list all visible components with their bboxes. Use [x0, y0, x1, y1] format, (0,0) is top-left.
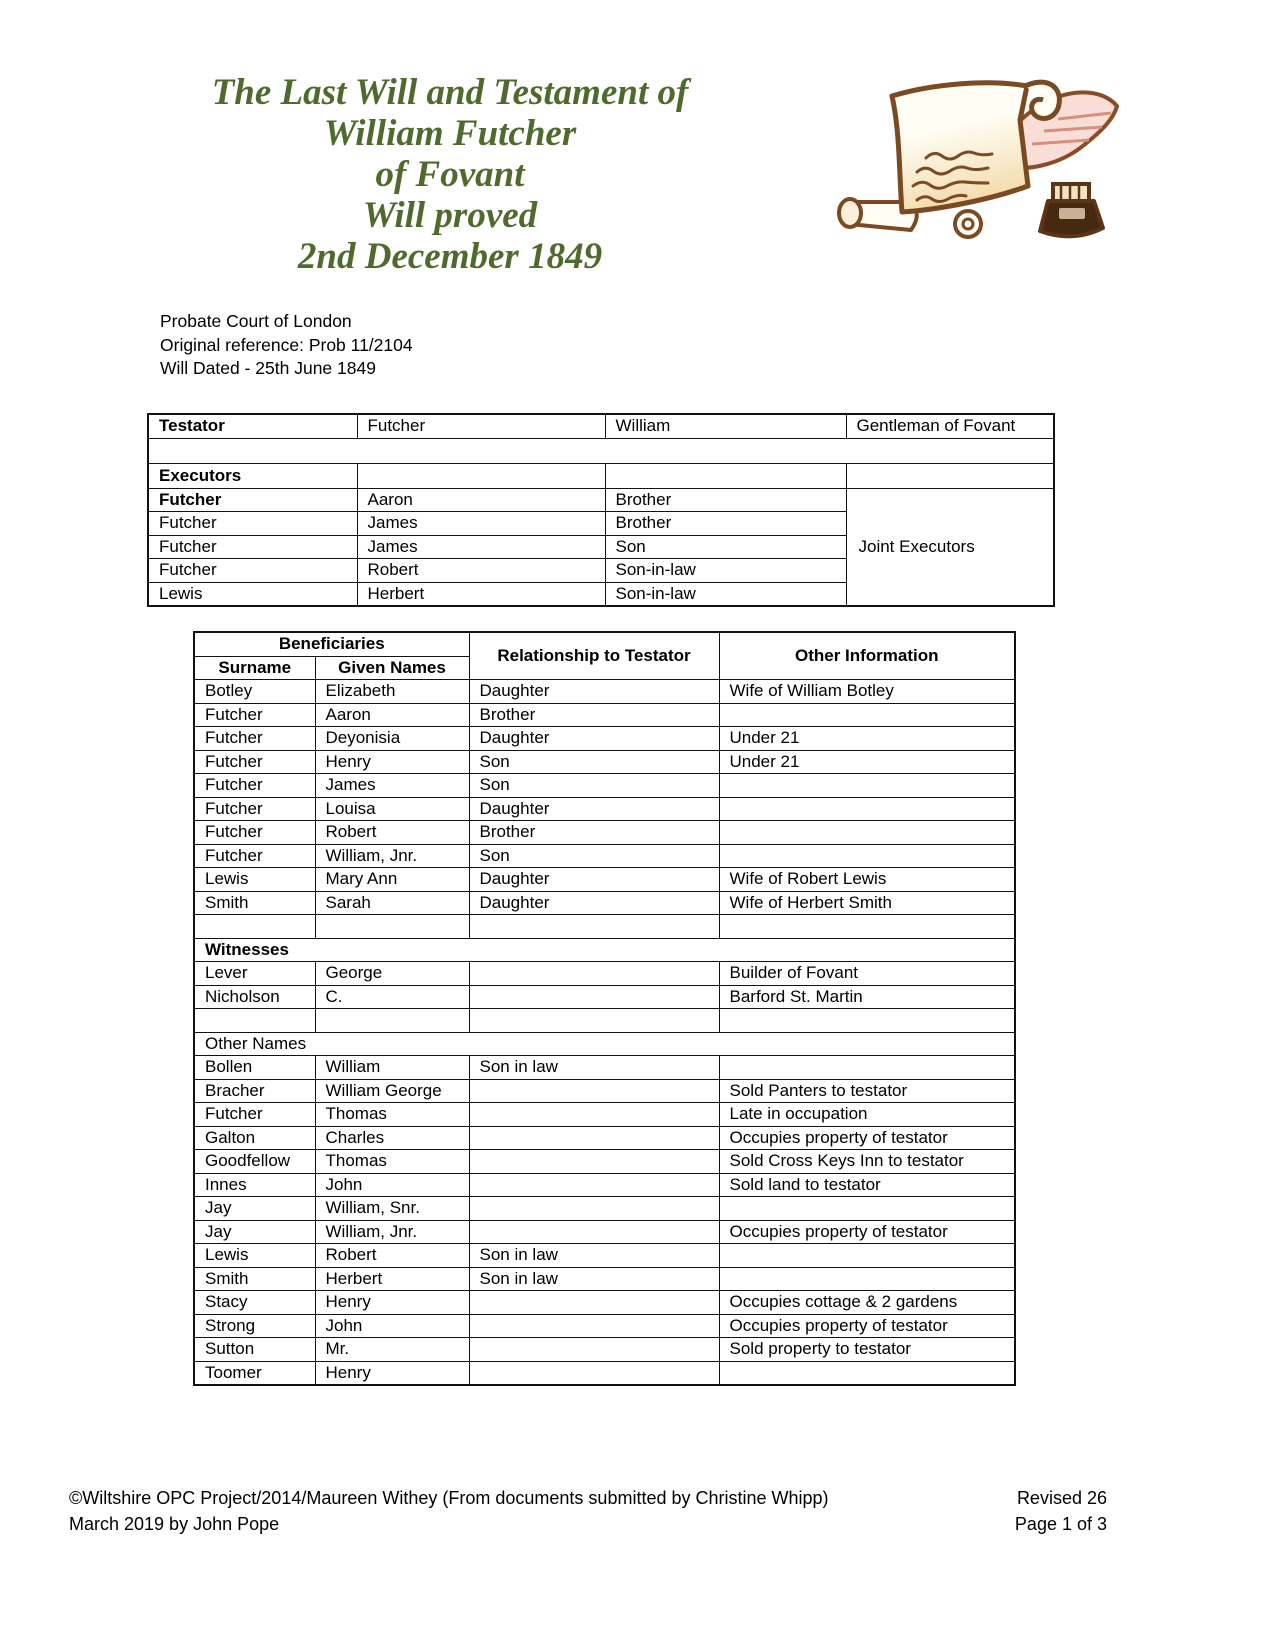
given-name-cell: George	[315, 962, 469, 986]
will-dated-line: Will Dated - 25th June 1849	[160, 358, 376, 378]
executor-given-name-cell: Robert	[357, 559, 605, 583]
spacer-row	[148, 438, 1054, 463]
other-info-cell: Sold Panters to testator	[719, 1079, 1015, 1103]
surname-cell: Sutton	[194, 1338, 315, 1362]
executor-relationship-cell: Son-in-law	[605, 559, 846, 583]
witness-row	[194, 962, 1015, 986]
empty-cell	[194, 1009, 315, 1033]
given-name-cell: William, Snr.	[315, 1197, 469, 1221]
ink-pot-icon	[1040, 184, 1103, 236]
given-name-cell: Henry	[315, 750, 469, 774]
relationship-cell: Daughter	[469, 891, 719, 915]
surname-cell: Futcher	[194, 821, 315, 845]
other-info-cell	[719, 774, 1015, 798]
beneficiary-row	[194, 750, 1015, 774]
beneficiary-row	[194, 844, 1015, 868]
relationship-cell: Son in law	[469, 1267, 719, 1291]
relationship-cell	[469, 1338, 719, 1362]
relationship-cell	[469, 1103, 719, 1127]
given-name-cell: John	[315, 1314, 469, 1338]
given-name-cell: C.	[315, 985, 469, 1009]
surname-cell: Strong	[194, 1314, 315, 1338]
relationship-cell	[469, 1220, 719, 1244]
title-line-4: Will proved	[362, 195, 538, 236]
scroll-icon	[839, 82, 1059, 237]
surname-cell: Futcher	[194, 750, 315, 774]
beneficiary-row	[194, 703, 1015, 727]
other-info-cell	[719, 703, 1015, 727]
given-name-cell: Charles	[315, 1126, 469, 1150]
relationship-cell: Brother	[469, 821, 719, 845]
other-info-cell	[719, 1244, 1015, 1268]
surname-cell: Jay	[194, 1197, 315, 1221]
revision-continuation-text: March 2019 by John Pope	[69, 1513, 280, 1534]
other-info-cell	[719, 821, 1015, 845]
other-name-row	[194, 1126, 1015, 1150]
beneficiary-row	[194, 868, 1015, 892]
executor-given-name-cell: Aaron	[357, 488, 605, 512]
testator-surname-cell: Futcher	[357, 414, 605, 438]
other-name-row	[194, 1150, 1015, 1174]
beneficiary-row	[194, 891, 1015, 915]
executor-relationship-cell: Brother	[605, 488, 846, 512]
executors-header-row	[148, 463, 1054, 488]
surname-cell: Futcher	[194, 727, 315, 751]
executor-surname-cell: Futcher	[148, 535, 357, 559]
surname-cell: Innes	[194, 1173, 315, 1197]
relationship-cell: Daughter	[469, 868, 719, 892]
beneficiaries-group-header-row	[194, 632, 1015, 656]
relationship-cell	[469, 962, 719, 986]
empty-cell	[719, 915, 1015, 939]
testator-executors-table	[147, 413, 1055, 607]
other-name-row	[194, 1220, 1015, 1244]
given-name-cell: Robert	[315, 821, 469, 845]
given-name-cell: James	[315, 774, 469, 798]
empty-cell	[315, 1009, 469, 1033]
given-name-cell: Sarah	[315, 891, 469, 915]
surname-cell: Futcher	[194, 703, 315, 727]
executor-relationship-cell: Brother	[605, 512, 846, 536]
surname-cell: Lewis	[194, 868, 315, 892]
given-name-cell: Elizabeth	[315, 680, 469, 704]
other-name-row	[194, 1103, 1015, 1127]
beneficiary-row	[194, 727, 1015, 751]
page-number-text: Page 1 of 3	[1014, 1513, 1107, 1534]
blank-row	[194, 1009, 1015, 1033]
copyright-text: ©Wiltshire OPC Project/2014/Maureen Withey (From documents submitted by Christine Whipp)	[69, 1488, 829, 1508]
relationship-cell: Daughter	[469, 680, 719, 704]
other-names-section-label: Other Names	[194, 1032, 1015, 1056]
empty-cell	[605, 463, 846, 488]
original-reference-line: Original reference: Prob 11/2104	[160, 334, 413, 355]
given-name-cell: Louisa	[315, 797, 469, 821]
witness-row	[194, 985, 1015, 1009]
surname-cell: Bracher	[194, 1079, 315, 1103]
page-title	[140, 72, 760, 277]
executor-given-name-cell: James	[357, 535, 605, 559]
relationship-cell	[469, 1197, 719, 1221]
title-line-2: William Futcher	[323, 113, 577, 154]
given-name-cell: William, Jnr.	[315, 1220, 469, 1244]
spacer-cell	[148, 438, 1054, 463]
other-info-cell: Late in occupation	[719, 1103, 1015, 1127]
relationship-cell	[469, 1291, 719, 1315]
given-name-cell: William, Jnr.	[315, 844, 469, 868]
beneficiaries-group-header-cell: Beneficiaries	[194, 632, 469, 656]
surname-cell: Smith	[194, 1267, 315, 1291]
relationship-header-cell: Relationship to Testator	[469, 632, 719, 680]
executor-relationship-cell: Son	[605, 535, 846, 559]
relationship-cell: Son in law	[469, 1244, 719, 1268]
empty-cell	[846, 463, 1054, 488]
other-info-cell	[719, 844, 1015, 868]
executor-surname-cell: Futcher	[148, 488, 357, 512]
other-info-cell: Occupies property of testator	[719, 1220, 1015, 1244]
other-info-cell: Sold Cross Keys Inn to testator	[719, 1150, 1015, 1174]
given-name-cell: Aaron	[315, 703, 469, 727]
surname-cell: Jay	[194, 1220, 315, 1244]
scroll-and-quill-image	[820, 66, 1120, 264]
surname-cell: Smith	[194, 891, 315, 915]
other-info-cell	[719, 797, 1015, 821]
other-information-header-cell: Other Information	[719, 632, 1015, 680]
other-info-cell: Occupies cottage & 2 gardens	[719, 1291, 1015, 1315]
relationship-cell: Son in law	[469, 1056, 719, 1080]
surname-cell: Stacy	[194, 1291, 315, 1315]
relationship-cell: Son	[469, 750, 719, 774]
given-name-cell: Thomas	[315, 1150, 469, 1174]
surname-cell: Nicholson	[194, 985, 315, 1009]
testator-description-cell: Gentleman of Fovant	[846, 414, 1054, 438]
empty-cell	[719, 1009, 1015, 1033]
empty-cell	[194, 915, 315, 939]
given-names-header-cell: Given Names	[315, 656, 469, 680]
other-info-cell: Barford St. Martin	[719, 985, 1015, 1009]
testator-label-cell: Testator	[148, 414, 357, 438]
other-name-row	[194, 1291, 1015, 1315]
surname-cell: Toomer	[194, 1361, 315, 1385]
beneficiary-row	[194, 821, 1015, 845]
relationship-cell: Daughter	[469, 797, 719, 821]
other-name-row	[194, 1079, 1015, 1103]
given-name-cell: Henry	[315, 1361, 469, 1385]
executor-given-name-cell: James	[357, 512, 605, 536]
witnesses-section-label: Witnesses	[194, 938, 1015, 962]
given-name-cell: Herbert	[315, 1267, 469, 1291]
probate-court-line: Probate Court of London	[160, 311, 352, 331]
executor-surname-cell: Futcher	[148, 512, 357, 536]
probate-reference-block	[160, 310, 413, 381]
given-name-cell: Deyonisia	[315, 727, 469, 751]
other-name-row	[194, 1173, 1015, 1197]
witnesses-section-row	[194, 938, 1015, 962]
relationship-cell: Son	[469, 844, 719, 868]
testator-row	[148, 414, 1054, 438]
relationship-cell	[469, 1126, 719, 1150]
surname-cell: Galton	[194, 1126, 315, 1150]
blank-row	[194, 915, 1015, 939]
joint-executors-cell: Joint Executors	[846, 488, 1054, 606]
revision-text: Revised 26	[1016, 1488, 1107, 1508]
testator-given-name-cell: William	[605, 414, 846, 438]
surname-cell: Goodfellow	[194, 1150, 315, 1174]
other-name-row	[194, 1361, 1015, 1385]
given-name-cell: Thomas	[315, 1103, 469, 1127]
empty-cell	[469, 915, 719, 939]
other-name-row	[194, 1244, 1015, 1268]
other-info-cell	[719, 1267, 1015, 1291]
given-name-cell: Mr.	[315, 1338, 469, 1362]
other-info-cell	[719, 1056, 1015, 1080]
other-info-cell: Occupies property of testator	[719, 1314, 1015, 1338]
relationship-cell	[469, 1079, 719, 1103]
executor-given-name-cell: Herbert	[357, 582, 605, 606]
relationship-cell: Daughter	[469, 727, 719, 751]
page-footer	[69, 1486, 1107, 1537]
empty-cell	[469, 1009, 719, 1033]
other-info-cell	[719, 1361, 1015, 1385]
title-line-5: 2nd December 1849	[297, 236, 603, 277]
beneficiary-row	[194, 680, 1015, 704]
other-names-section-row	[194, 1032, 1015, 1056]
other-info-cell: Occupies property of testator	[719, 1126, 1015, 1150]
other-info-cell: Sold property to testator	[719, 1338, 1015, 1362]
other-name-row	[194, 1338, 1015, 1362]
empty-cell	[357, 463, 605, 488]
executors-label-cell: Executors	[148, 463, 357, 488]
surname-cell: Futcher	[194, 844, 315, 868]
other-name-row	[194, 1197, 1015, 1221]
executor-row	[148, 488, 1054, 512]
title-line-3: of Fovant	[375, 154, 525, 195]
other-info-cell: Under 21	[719, 750, 1015, 774]
surname-cell: Bollen	[194, 1056, 315, 1080]
surname-cell: Futcher	[194, 797, 315, 821]
surname-cell: Futcher	[194, 774, 315, 798]
surname-cell: Botley	[194, 680, 315, 704]
relationship-cell	[469, 1173, 719, 1197]
relationship-cell	[469, 985, 719, 1009]
other-name-row	[194, 1267, 1015, 1291]
footer-line-1	[69, 1486, 1107, 1512]
surname-header-cell: Surname	[194, 656, 315, 680]
other-info-cell: Sold land to testator	[719, 1173, 1015, 1197]
executor-surname-cell: Lewis	[148, 582, 357, 606]
relationship-cell	[469, 1150, 719, 1174]
given-name-cell: Mary Ann	[315, 868, 469, 892]
beneficiary-row	[194, 797, 1015, 821]
given-name-cell: Robert	[315, 1244, 469, 1268]
empty-cell	[315, 915, 469, 939]
surname-cell: Lever	[194, 962, 315, 986]
other-info-cell: Under 21	[719, 727, 1015, 751]
given-name-cell: Henry	[315, 1291, 469, 1315]
executor-relationship-cell: Son-in-law	[605, 582, 846, 606]
relationship-cell	[469, 1314, 719, 1338]
beneficiaries-table	[193, 631, 1016, 1386]
executor-surname-cell: Futcher	[148, 559, 357, 583]
surname-cell: Lewis	[194, 1244, 315, 1268]
other-info-cell: Wife of Robert Lewis	[719, 868, 1015, 892]
other-info-cell: Builder of Fovant	[719, 962, 1015, 986]
other-name-row	[194, 1056, 1015, 1080]
other-info-cell	[719, 1197, 1015, 1221]
surname-cell: Futcher	[194, 1103, 315, 1127]
given-name-cell: William	[315, 1056, 469, 1080]
beneficiary-row	[194, 774, 1015, 798]
given-name-cell: William George	[315, 1079, 469, 1103]
other-name-row	[194, 1314, 1015, 1338]
relationship-cell: Son	[469, 774, 719, 798]
relationship-cell: Brother	[469, 703, 719, 727]
other-info-cell: Wife of William Botley	[719, 680, 1015, 704]
footer-line-2	[69, 1512, 1107, 1538]
relationship-cell	[469, 1361, 719, 1385]
title-line-1: The Last Will and Testament of	[211, 72, 689, 113]
other-info-cell: Wife of Herbert Smith	[719, 891, 1015, 915]
given-name-cell: John	[315, 1173, 469, 1197]
